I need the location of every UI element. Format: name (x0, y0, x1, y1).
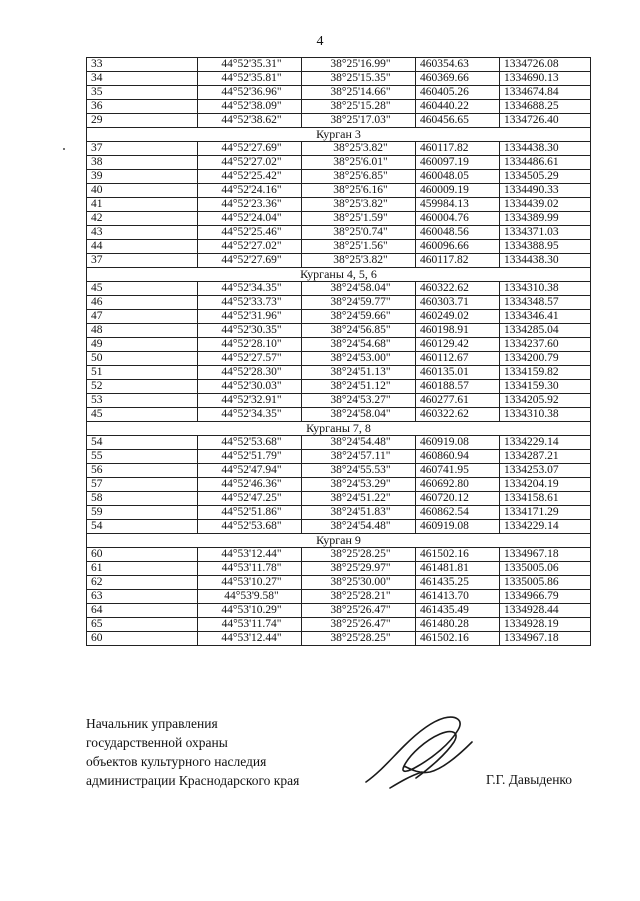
latitude: 44°52'38.62" (198, 114, 302, 128)
coord-y: 1334204.19 (500, 478, 591, 492)
coord-x: 461435.25 (416, 576, 500, 590)
coord-y: 1334310.38 (500, 282, 591, 296)
signatory-position (86, 714, 299, 790)
latitude: 44°52'23.36" (198, 198, 302, 212)
coord-x: 460004.76 (416, 212, 500, 226)
table-row (87, 86, 591, 100)
latitude: 44°52'33.73" (198, 296, 302, 310)
coord-x: 460096.66 (416, 240, 500, 254)
latitude: 44°53'11.78" (198, 562, 302, 576)
latitude: 44°53'10.27" (198, 576, 302, 590)
table-row (87, 478, 591, 492)
coord-y: 1334159.82 (500, 366, 591, 380)
table-row (87, 72, 591, 86)
longitude: 38°25'6.01" (302, 156, 416, 170)
longitude: 38°24'54.68" (302, 338, 416, 352)
longitude: 38°25'6.16" (302, 184, 416, 198)
longitude: 38°25'17.03" (302, 114, 416, 128)
longitude: 38°25'28.21" (302, 590, 416, 604)
point-number: 33 (87, 58, 198, 72)
latitude: 44°52'47.25" (198, 492, 302, 506)
group-title: Курганы 7, 8 (87, 422, 591, 436)
latitude: 44°52'35.31" (198, 58, 302, 72)
table-row (87, 394, 591, 408)
coord-y: 1334205.92 (500, 394, 591, 408)
longitude: 38°25'28.25" (302, 548, 416, 562)
coord-y: 1334966.79 (500, 590, 591, 604)
coord-y: 1334438.30 (500, 142, 591, 156)
point-number: 62 (87, 576, 198, 590)
coord-y: 1334967.18 (500, 632, 591, 646)
latitude: 44°52'51.86" (198, 506, 302, 520)
longitude: 38°25'14.66" (302, 86, 416, 100)
coord-y: 1334159.30 (500, 380, 591, 394)
latitude: 44°52'27.02" (198, 240, 302, 254)
table-row (87, 464, 591, 478)
coord-x: 461480.28 (416, 618, 500, 632)
latitude: 44°52'36.96" (198, 86, 302, 100)
point-number: 42 (87, 212, 198, 226)
coord-y: 1334229.14 (500, 520, 591, 534)
coord-y: 1334928.19 (500, 618, 591, 632)
group-header-row (87, 534, 591, 548)
point-number: 54 (87, 520, 198, 534)
coord-y: 1334253.07 (500, 464, 591, 478)
coord-x: 460112.67 (416, 352, 500, 366)
table-row (87, 520, 591, 534)
longitude: 38°25'3.82" (302, 198, 416, 212)
longitude: 38°25'16.99" (302, 58, 416, 72)
table-row (87, 366, 591, 380)
coord-x: 460322.62 (416, 282, 500, 296)
coord-x: 460862.54 (416, 506, 500, 520)
point-number: 44 (87, 240, 198, 254)
table-row (87, 618, 591, 632)
longitude: 38°24'51.83" (302, 506, 416, 520)
coord-y: 1334371.03 (500, 226, 591, 240)
point-number: 37 (87, 142, 198, 156)
coord-x: 460369.66 (416, 72, 500, 86)
longitude: 38°25'1.56" (302, 240, 416, 254)
coord-x: 460440.22 (416, 100, 500, 114)
point-number: 64 (87, 604, 198, 618)
coord-y: 1334237.60 (500, 338, 591, 352)
latitude: 44°52'28.10" (198, 338, 302, 352)
latitude: 44°52'35.81" (198, 72, 302, 86)
table-row (87, 576, 591, 590)
group-header-row (87, 128, 591, 142)
page-number: 4 (316, 34, 324, 49)
longitude: 38°24'58.04" (302, 408, 416, 422)
longitude: 38°24'55.53" (302, 464, 416, 478)
point-number: 40 (87, 184, 198, 198)
point-number: 60 (87, 632, 198, 646)
point-number: 34 (87, 72, 198, 86)
point-number: 45 (87, 408, 198, 422)
latitude: 44°52'38.09" (198, 100, 302, 114)
point-number: 46 (87, 296, 198, 310)
coord-x: 460303.71 (416, 296, 500, 310)
table-row (87, 338, 591, 352)
latitude: 44°52'34.35" (198, 408, 302, 422)
table-row (87, 604, 591, 618)
point-number: 37 (87, 254, 198, 268)
coord-x: 460117.82 (416, 142, 500, 156)
latitude: 44°53'9.58" (198, 590, 302, 604)
table-row (87, 436, 591, 450)
coord-x: 461481.81 (416, 562, 500, 576)
table-row (87, 492, 591, 506)
longitude: 38°25'15.28" (302, 100, 416, 114)
longitude: 38°25'3.82" (302, 142, 416, 156)
latitude: 44°52'25.46" (198, 226, 302, 240)
longitude: 38°24'54.48" (302, 520, 416, 534)
coord-y: 1334505.29 (500, 170, 591, 184)
coord-y: 1334674.84 (500, 86, 591, 100)
point-number: 38 (87, 156, 198, 170)
table-row (87, 114, 591, 128)
point-number: 50 (87, 352, 198, 366)
point-number: 61 (87, 562, 198, 576)
longitude: 38°24'54.48" (302, 436, 416, 450)
point-number: 49 (87, 338, 198, 352)
table-row (87, 198, 591, 212)
coord-x: 460249.02 (416, 310, 500, 324)
point-number: 39 (87, 170, 198, 184)
coord-y: 1334200.79 (500, 352, 591, 366)
longitude: 38°25'3.82" (302, 254, 416, 268)
coord-y: 1334388.95 (500, 240, 591, 254)
table-row (87, 58, 591, 72)
latitude: 44°52'27.69" (198, 254, 302, 268)
latitude: 44°52'24.16" (198, 184, 302, 198)
longitude: 38°25'1.59" (302, 212, 416, 226)
coord-y: 1334287.21 (500, 450, 591, 464)
latitude: 44°52'47.94" (198, 464, 302, 478)
coord-y: 1335005.06 (500, 562, 591, 576)
longitude: 38°24'53.29" (302, 478, 416, 492)
coord-x: 460354.63 (416, 58, 500, 72)
latitude: 44°52'32.91" (198, 394, 302, 408)
point-number: 47 (87, 310, 198, 324)
longitude: 38°24'51.13" (302, 366, 416, 380)
coord-y: 1334490.33 (500, 184, 591, 198)
table-row (87, 590, 591, 604)
signer-name: Г.Г. Давыденко (486, 772, 573, 787)
table-row (87, 450, 591, 464)
coord-x: 460277.61 (416, 394, 500, 408)
coord-y: 1334158.61 (500, 492, 591, 506)
latitude: 44°52'27.69" (198, 142, 302, 156)
coord-x: 460117.82 (416, 254, 500, 268)
table-row (87, 240, 591, 254)
point-number: 65 (87, 618, 198, 632)
point-number: 63 (87, 590, 198, 604)
coord-y: 1334439.02 (500, 198, 591, 212)
longitude: 38°25'29.97" (302, 562, 416, 576)
latitude: 44°52'53.68" (198, 436, 302, 450)
table-row (87, 100, 591, 114)
table-row (87, 296, 591, 310)
point-number: 36 (87, 100, 198, 114)
coord-y: 1334690.13 (500, 72, 591, 86)
coord-y: 1334438.30 (500, 254, 591, 268)
table-row (87, 632, 591, 646)
coord-x: 460097.19 (416, 156, 500, 170)
table-row (87, 184, 591, 198)
longitude: 38°25'15.35" (302, 72, 416, 86)
scan-dot (63, 148, 65, 150)
coord-y: 1334928.44 (500, 604, 591, 618)
coord-y: 1334229.14 (500, 436, 591, 450)
coord-x: 460048.05 (416, 170, 500, 184)
table-row (87, 548, 591, 562)
coord-y: 1334967.18 (500, 548, 591, 562)
latitude: 44°52'30.35" (198, 324, 302, 338)
coord-y: 1334348.57 (500, 296, 591, 310)
coord-x: 460456.65 (416, 114, 500, 128)
coord-x: 460135.01 (416, 366, 500, 380)
table-row (87, 226, 591, 240)
longitude: 38°25'26.47" (302, 618, 416, 632)
point-number: 52 (87, 380, 198, 394)
longitude: 38°25'0.74" (302, 226, 416, 240)
coord-y: 1334726.08 (500, 58, 591, 72)
coord-x: 460741.95 (416, 464, 500, 478)
point-number: 54 (87, 436, 198, 450)
handwritten-signature (360, 712, 480, 794)
position-line: государственной охраны (86, 735, 228, 750)
coordinates-table (86, 57, 591, 646)
point-number: 45 (87, 282, 198, 296)
point-number: 51 (87, 366, 198, 380)
point-number: 56 (87, 464, 198, 478)
latitude: 44°52'27.57" (198, 352, 302, 366)
latitude: 44°52'31.96" (198, 310, 302, 324)
group-title: Курган 3 (87, 128, 591, 142)
coord-x: 460405.26 (416, 86, 500, 100)
table-row (87, 170, 591, 184)
coord-x: 460919.08 (416, 520, 500, 534)
longitude: 38°24'56.85" (302, 324, 416, 338)
coord-x: 460322.62 (416, 408, 500, 422)
point-number: 59 (87, 506, 198, 520)
table-row (87, 506, 591, 520)
point-number: 48 (87, 324, 198, 338)
latitude: 44°52'53.68" (198, 520, 302, 534)
coord-y: 1334171.29 (500, 506, 591, 520)
longitude: 38°24'59.66" (302, 310, 416, 324)
table-row (87, 562, 591, 576)
position-line: объектов культурного наследия (86, 754, 267, 769)
coord-x: 461502.16 (416, 632, 500, 646)
coord-x: 460188.57 (416, 380, 500, 394)
latitude: 44°53'10.29" (198, 604, 302, 618)
coord-y: 1334688.25 (500, 100, 591, 114)
longitude: 38°25'6.85" (302, 170, 416, 184)
table-row (87, 324, 591, 338)
table-row (87, 156, 591, 170)
coord-y: 1334726.40 (500, 114, 591, 128)
coord-x: 460720.12 (416, 492, 500, 506)
point-number: 57 (87, 478, 198, 492)
coord-x: 461502.16 (416, 548, 500, 562)
table-row (87, 282, 591, 296)
table-row (87, 352, 591, 366)
point-number: 60 (87, 548, 198, 562)
group-header-row (87, 268, 591, 282)
table-row (87, 212, 591, 226)
coord-x: 460129.42 (416, 338, 500, 352)
point-number: 58 (87, 492, 198, 506)
position-line: Начальник управления (86, 716, 218, 731)
group-title: Курганы 4, 5, 6 (87, 268, 591, 282)
longitude: 38°24'53.00" (302, 352, 416, 366)
table-row (87, 310, 591, 324)
point-number: 43 (87, 226, 198, 240)
longitude: 38°25'30.00" (302, 576, 416, 590)
latitude: 44°52'24.04" (198, 212, 302, 226)
coord-y: 1334310.38 (500, 408, 591, 422)
table-row (87, 142, 591, 156)
coord-x: 461413.70 (416, 590, 500, 604)
longitude: 38°24'51.22" (302, 492, 416, 506)
longitude: 38°24'58.04" (302, 282, 416, 296)
longitude: 38°25'28.25" (302, 632, 416, 646)
coord-x: 460919.08 (416, 436, 500, 450)
table-row (87, 380, 591, 394)
coord-x: 460048.56 (416, 226, 500, 240)
coord-x: 460009.19 (416, 184, 500, 198)
latitude: 44°53'12.44" (198, 632, 302, 646)
position-line: администрации Краснодарского края (86, 773, 300, 788)
table-row (87, 408, 591, 422)
latitude: 44°52'34.35" (198, 282, 302, 296)
coordinates-table-body (87, 58, 591, 646)
longitude: 38°24'57.11" (302, 450, 416, 464)
longitude: 38°24'51.12" (302, 380, 416, 394)
coord-x: 461435.49 (416, 604, 500, 618)
latitude: 44°53'12.44" (198, 548, 302, 562)
group-title: Курган 9 (87, 534, 591, 548)
group-header-row (87, 422, 591, 436)
coord-y: 1334486.61 (500, 156, 591, 170)
point-number: 53 (87, 394, 198, 408)
latitude: 44°52'28.30" (198, 366, 302, 380)
coord-y: 1334285.04 (500, 324, 591, 338)
longitude: 38°24'53.27" (302, 394, 416, 408)
coord-y: 1334346.41 (500, 310, 591, 324)
point-number: 41 (87, 198, 198, 212)
latitude: 44°53'11.74" (198, 618, 302, 632)
coord-y: 1335005.86 (500, 576, 591, 590)
coord-y: 1334389.99 (500, 212, 591, 226)
latitude: 44°52'51.79" (198, 450, 302, 464)
coord-x: 460198.91 (416, 324, 500, 338)
coord-x: 460692.80 (416, 478, 500, 492)
point-number: 55 (87, 450, 198, 464)
latitude: 44°52'46.36" (198, 478, 302, 492)
longitude: 38°24'59.77" (302, 296, 416, 310)
point-number: 29 (87, 114, 198, 128)
latitude: 44°52'25.42" (198, 170, 302, 184)
table-row (87, 254, 591, 268)
coord-x: 460860.94 (416, 450, 500, 464)
longitude: 38°25'26.47" (302, 604, 416, 618)
point-number: 35 (87, 86, 198, 100)
latitude: 44°52'27.02" (198, 156, 302, 170)
latitude: 44°52'30.03" (198, 380, 302, 394)
coord-x: 459984.13 (416, 198, 500, 212)
